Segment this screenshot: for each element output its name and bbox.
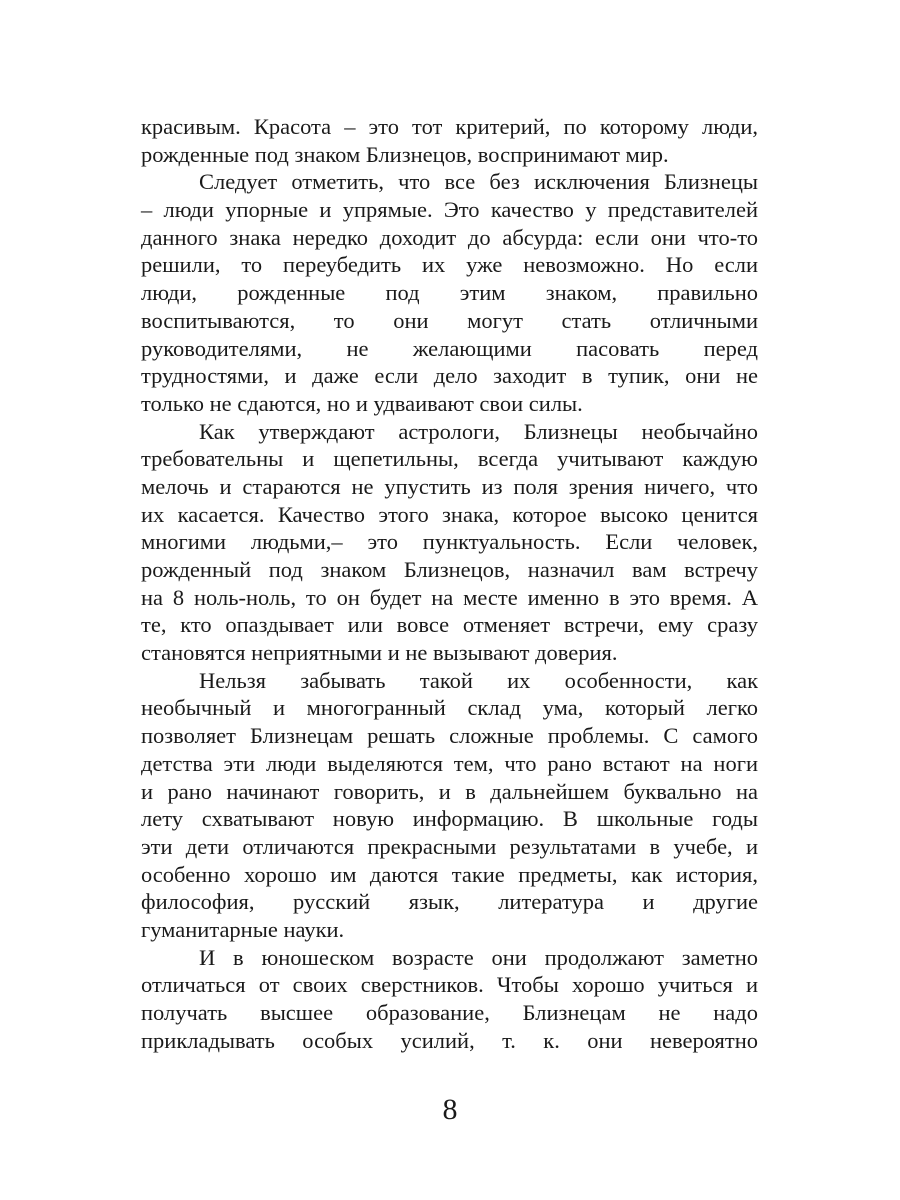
text-line: люди, рожденные под этим знаком, правильно	[141, 280, 758, 306]
text-line: данного знака нередко доходит до абсурда: если они что-то	[141, 224, 758, 250]
page-number: 8	[442, 1093, 458, 1126]
text-line: философия, русский язык, литература и другие	[141, 889, 758, 915]
text-line: воспитываются, то они могут стать отличными	[141, 307, 758, 333]
paragraph	[141, 168, 758, 417]
text-line: особенно хорошо им даются такие предметы, как история,	[141, 861, 758, 887]
paragraph	[141, 418, 758, 667]
text-line: становятся неприятными и не вызывают доверия.	[141, 640, 618, 666]
paragraph	[141, 667, 758, 944]
text-line: мелочь и стараются не упустить из поля зрения ничего, что	[141, 473, 758, 499]
text-line: гуманитарные науки.	[141, 916, 345, 942]
text-line: отличаться от своих сверстников. Чтобы хорошо учиться и	[141, 972, 758, 998]
page-body	[141, 113, 758, 1054]
text-line: прикладывать особых усилий, т. к. они невероятно	[141, 1027, 758, 1053]
text-line: многими людьми,– это пунктуальность. Если человек,	[141, 529, 758, 555]
text-line: Как утверждают астрологи, Близнецы необычайно	[199, 418, 758, 444]
text-line: решили, то переубедить их уже невозможно. Но если	[141, 252, 758, 278]
text-line: – люди упорные и упрямые. Это качество у представителей	[141, 197, 758, 223]
text-line: и рано начинают говорить, и в дальнейшем буквально на	[141, 778, 758, 804]
text-line: их касается. Качество этого знака, которое высоко ценится	[141, 501, 758, 527]
text-line: рожденные под знаком Близнецов, воспринимают мир.	[141, 141, 669, 167]
paragraph	[141, 944, 758, 1055]
text-line: руководителями, не желающими пасовать перед	[141, 335, 758, 361]
text-line: детства эти люди выделяются тем, что рано встают на ноги	[141, 750, 758, 776]
paragraph	[141, 113, 758, 168]
text-line: И в юношеском возрасте они продолжают заметно	[199, 944, 758, 970]
text-line: получать высшее образование, Близнецам не надо	[141, 1000, 758, 1025]
text-line: те, кто опаздывает или вовсе отменяет встречи, ему сразу	[141, 612, 758, 638]
text-line: эти дети отличаются прекрасными результатами в учебе, и	[141, 833, 758, 859]
text-line: необычный и многогранный склад ума, который легко	[141, 695, 758, 721]
text-line: рожденный под знаком Близнецов, назначил вам встречу	[141, 557, 758, 582]
text-line: Следует отметить, что все без исключения Близнецы	[199, 169, 758, 195]
text-line: Нельзя забывать такой их особенности, как	[199, 667, 758, 693]
text-line: позволяет Близнецам решать сложные проблемы. С самого	[141, 723, 758, 749]
text-line: красивым. Красота – это тот критерий, по которому люди,	[141, 114, 758, 139]
text-line: лету схватывают новую информацию. В школьные годы	[141, 806, 758, 832]
text-line: трудностями, и даже если дело заходит в тупик, они не	[141, 363, 758, 389]
text-line: требовательны и щепетильны, всегда учитывают каждую	[141, 446, 758, 472]
text-line: только не сдаются, но и удваивают свои силы.	[141, 390, 583, 416]
text-line: на 8 ноль-ноль, то он будет на месте именно в это время. А	[141, 584, 758, 610]
